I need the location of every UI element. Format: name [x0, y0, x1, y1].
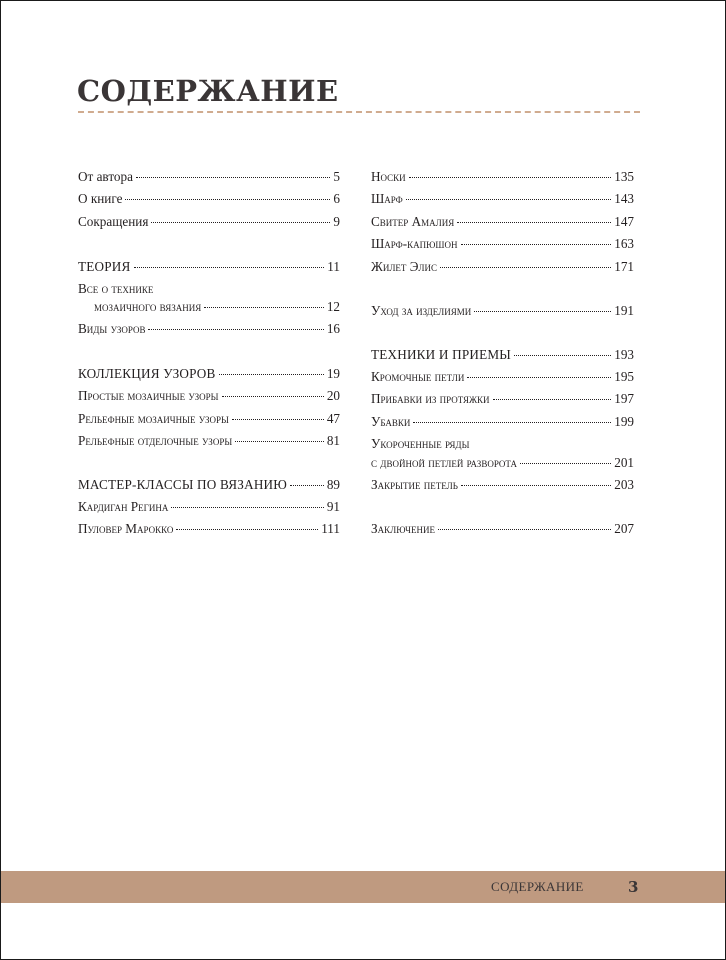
toc-entry-label: Виды узоров: [78, 321, 146, 336]
toc-entry-page: 20: [326, 388, 340, 403]
toc-entry-label: От автора: [78, 169, 133, 184]
footer-bar: [1, 871, 725, 903]
title-divider: [78, 111, 640, 113]
toc-entry-page: 195: [614, 369, 634, 384]
footer-section-label: СОДЕРЖАНИЕ: [491, 879, 584, 894]
dot-leader: [219, 374, 324, 375]
toc-entry-page: 91: [326, 499, 340, 514]
toc-entry-label: Рельефные отделочные узоры: [78, 433, 233, 448]
toc-entry-label: Простые мозаичные узоры: [78, 388, 219, 403]
toc-entry-page: 143: [614, 191, 634, 206]
toc-entry-page: 193: [614, 347, 634, 362]
toc-entry-page: 171: [614, 259, 634, 274]
toc-entry-page: 12: [326, 299, 340, 314]
toc-entry-label: Шарф: [371, 191, 403, 206]
dot-leader: [171, 507, 323, 508]
toc-entry-scarf-hood[interactable]: [371, 233, 634, 255]
toc-entry-increases[interactable]: [371, 388, 634, 410]
toc-entry-label: Кромочные петли: [371, 369, 465, 384]
toc-entry-label: Прибавки из протяжки: [371, 391, 490, 406]
toc-entry-label: Шарф-капюшон: [371, 236, 458, 251]
toc-entry-label: Закрытие петель: [371, 477, 458, 492]
toc-entry-label: О книге: [78, 191, 123, 206]
toc-entry-label: Носки: [371, 169, 406, 184]
page-title: СОДЕРЖАНИЕ: [77, 74, 339, 108]
dot-leader: [440, 267, 611, 268]
toc-entry-label: Сокращения: [78, 214, 149, 229]
toc-entry-page: 197: [614, 391, 634, 406]
dot-leader: [467, 377, 611, 378]
toc-entry-page: 47: [326, 411, 340, 426]
toc-entry-page: 201: [614, 455, 634, 470]
dot-leader: [406, 199, 611, 200]
toc-entry-label: Убавки: [371, 414, 411, 429]
toc-entry-bind-off[interactable]: [371, 474, 634, 496]
toc-entry-label: Свитер Амалия: [371, 214, 455, 229]
toc-entry-page: 203: [614, 477, 634, 492]
toc-entry-page: 89: [326, 477, 340, 492]
toc-entry-page: 207: [614, 521, 634, 536]
toc-entry-page: 199: [614, 414, 634, 429]
toc-entry-socks[interactable]: [371, 166, 634, 188]
dot-leader: [235, 441, 324, 442]
toc-section-pattern-collection[interactable]: [78, 363, 340, 385]
toc-entry-label: ТЕОРИЯ: [78, 259, 131, 274]
toc-entry-page: 147: [614, 214, 634, 229]
toc-section-techniques[interactable]: [371, 344, 634, 366]
toc-entry-page: 11: [327, 259, 340, 274]
toc-entry-from-author[interactable]: [78, 166, 340, 188]
toc-entry-about-book[interactable]: [78, 188, 340, 210]
dot-leader: [413, 422, 611, 423]
dot-leader: [204, 307, 324, 308]
toc-entry-abbreviations[interactable]: [78, 211, 340, 233]
toc-entry-page: 191: [614, 303, 634, 318]
toc-entry-page: 163: [614, 236, 634, 251]
toc-entry-label-line1: Все о технике: [78, 281, 154, 296]
toc-entry-relief-mosaic[interactable]: [78, 408, 340, 430]
toc-entry-page: 81: [326, 433, 340, 448]
dot-leader: [461, 485, 611, 486]
toc-entry-pattern-types[interactable]: [78, 318, 340, 340]
dot-leader: [134, 267, 325, 268]
toc-entry-care[interactable]: [371, 300, 634, 322]
toc-entry-simple-mosaic[interactable]: [78, 385, 340, 407]
toc-entry-conclusion[interactable]: [371, 518, 634, 540]
toc-entry-label: КОЛЛЕКЦИЯ УЗОРОВ: [78, 366, 216, 381]
dot-leader: [151, 222, 330, 223]
toc-entry-page: 19: [326, 366, 340, 381]
dot-leader: [125, 199, 330, 200]
toc-entry-label-line1: Укороченные ряды: [371, 436, 470, 451]
toc-entry-pullover-morocco[interactable]: [78, 518, 340, 540]
dot-leader: [457, 222, 611, 223]
toc-section-master-classes[interactable]: [78, 474, 340, 496]
toc-entry-decreases[interactable]: [371, 411, 634, 433]
dot-leader: [290, 485, 324, 486]
toc-entry-label: с двойной петлей разворота: [371, 455, 517, 470]
toc-entry-short-rows[interactable]: [371, 452, 634, 474]
toc-entry-mosaic-technique[interactable]: [78, 296, 340, 318]
toc-entry-label: мозаичного вязания: [94, 299, 202, 314]
dot-leader: [514, 355, 611, 356]
toc-entry-page: 5: [333, 169, 340, 184]
dot-leader: [474, 311, 611, 312]
toc-entry-label: МАСТЕР-КЛАССЫ ПО ВЯЗАНИЮ: [78, 477, 288, 492]
footer-page-number: 3: [628, 878, 639, 896]
toc-entry-label: Кардиган Регина: [78, 499, 169, 514]
dot-leader: [176, 529, 318, 530]
toc-entry-label: Рельефные мозаичные узоры: [78, 411, 229, 426]
dot-leader: [232, 419, 324, 420]
dot-leader: [148, 329, 323, 330]
toc-entry-label: Пуловер Марокко: [78, 521, 174, 536]
toc-entry-relief-finishing[interactable]: [78, 430, 340, 452]
dot-leader: [438, 529, 611, 530]
toc-section-theory[interactable]: [78, 256, 340, 278]
toc-entry-page: 9: [333, 214, 340, 229]
dot-leader: [493, 399, 612, 400]
toc-entry-page: 16: [326, 321, 340, 336]
toc-entry-label: Уход за изделиями: [371, 303, 472, 318]
toc-entry-label: Жилет Элис: [371, 259, 438, 274]
dot-leader: [520, 463, 611, 464]
toc-entry-edge-stitches[interactable]: [371, 366, 634, 388]
toc-entry-page: 135: [614, 169, 634, 184]
toc-entry-label: ТЕХНИКИ И ПРИЕМЫ: [371, 347, 511, 362]
toc-entry-sweater-amalia[interactable]: [371, 211, 634, 233]
dot-leader: [136, 177, 330, 178]
dot-leader: [409, 177, 612, 178]
toc-entry-page: 6: [333, 191, 340, 206]
toc-entry-vest-alice[interactable]: [371, 256, 634, 278]
toc-entry-scarf[interactable]: [371, 188, 634, 210]
toc-entry-cardigan-regina[interactable]: [78, 496, 340, 518]
dot-leader: [222, 396, 324, 397]
toc-entry-label: Заключение: [371, 521, 435, 536]
toc-entry-page: 111: [321, 521, 340, 536]
dot-leader: [461, 244, 612, 245]
